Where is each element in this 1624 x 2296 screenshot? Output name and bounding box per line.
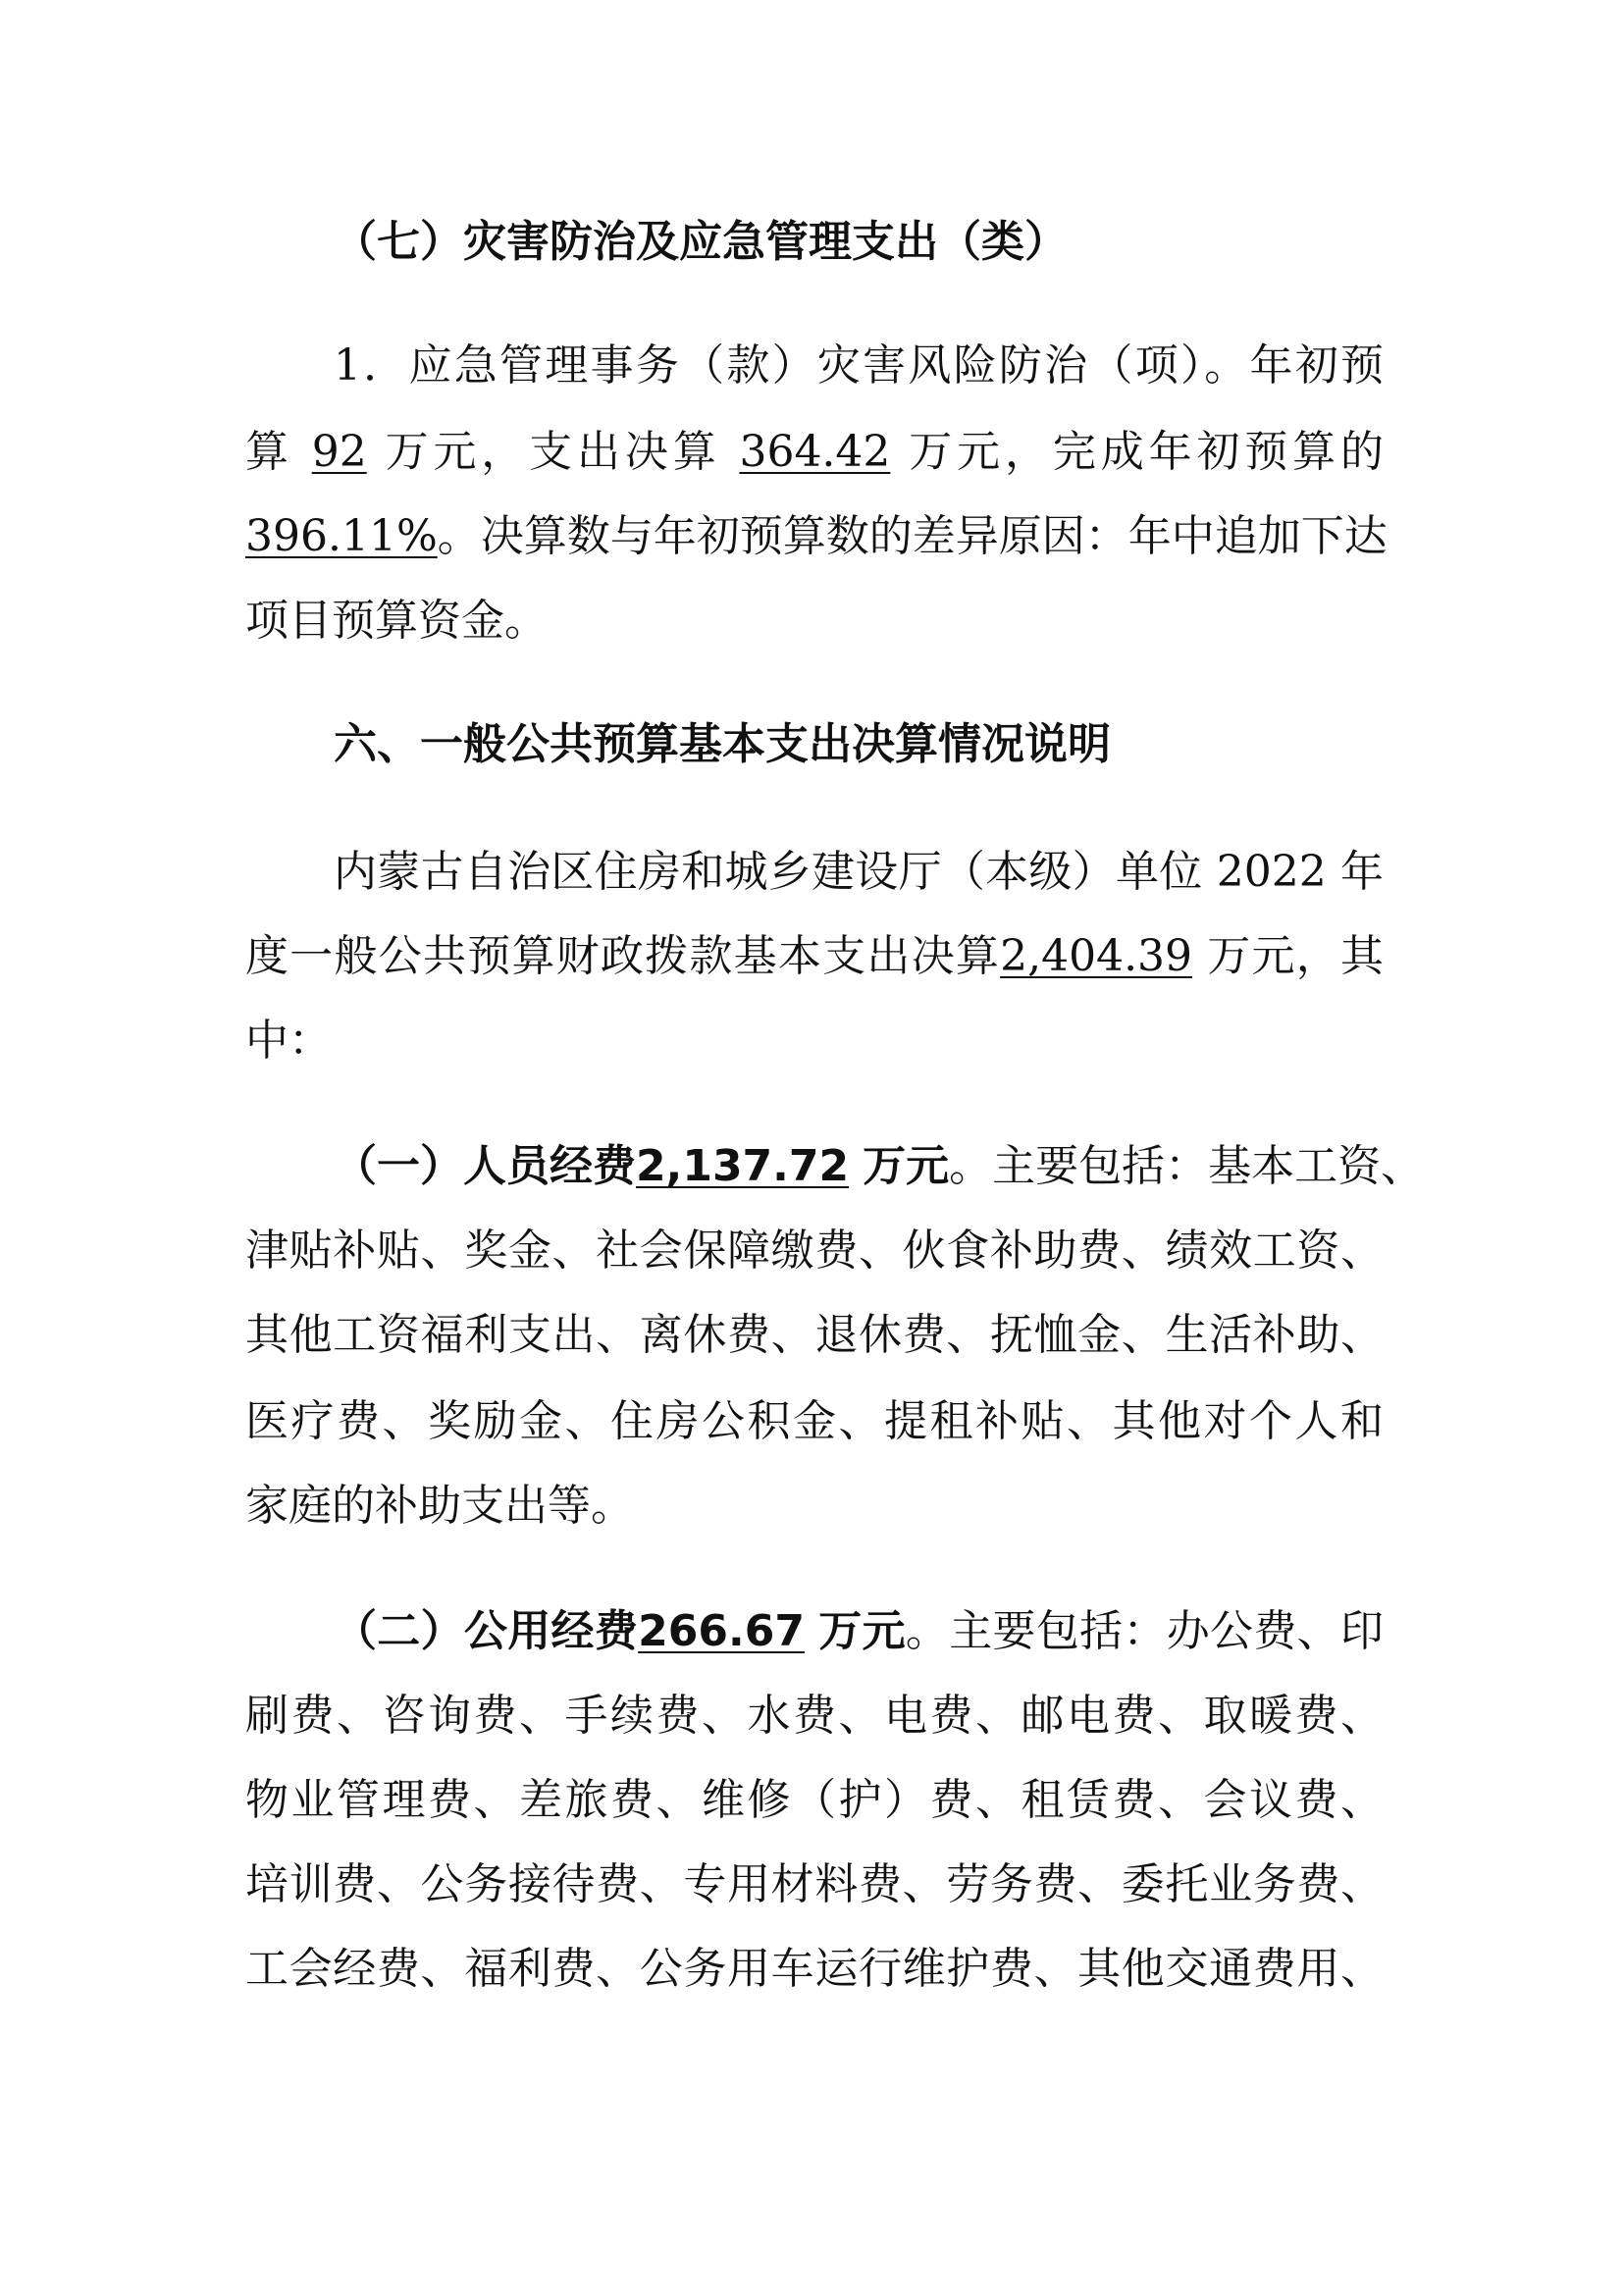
paragraph-line: 物业管理费、差旅费、维修（护）费、租赁费、会议费、: [245, 1775, 1384, 1825]
paragraph-line: 津贴补贴、奖金、社会保障缴费、伙食补助费、绩效工资、: [245, 1226, 1384, 1276]
public-amount: 266.67: [638, 1606, 805, 1656]
paragraph-line: 工会经费、福利费、公务用车运行维护费、其他交通费用、: [245, 1944, 1384, 1994]
paragraph-line: [245, 928, 1384, 985]
text-span: 。主要包括：办公费、印: [905, 1606, 1384, 1656]
text-span: 万元，完成年初预算的: [909, 427, 1385, 477]
section-heading-disaster: （七）灾害防治及应急管理支出（类）: [334, 217, 1068, 267]
personnel-label: （一）人员经费: [334, 1141, 636, 1191]
actual-amount: 364.42: [739, 427, 891, 477]
personnel-amount: 2,137.72: [636, 1141, 850, 1191]
paragraph-line: 家庭的补助支出等。: [245, 1481, 634, 1531]
paragraph-line: 1．应急管理事务（款）灾害风险防治（项）。年初预: [334, 340, 1384, 391]
paragraph-line: 刷费、咨询费、手续费、水费、电费、邮电费、取暖费、: [245, 1691, 1384, 1741]
paragraph-line: [245, 508, 1388, 565]
text-span: 。决算数与年初预算数的差异原因：年中追加下达: [437, 511, 1388, 561]
paragraph-line: [334, 1138, 1425, 1195]
paragraph-line: [245, 424, 1384, 481]
paragraph-line: [334, 1603, 1384, 1660]
text-span: 万元，支出决算: [385, 427, 721, 477]
public-unit: 万元: [818, 1606, 906, 1656]
paragraph-line: 其他工资福利支出、离休费、退休费、抚恤金、生活补助、: [245, 1310, 1384, 1360]
budget-amount: 92: [311, 427, 367, 477]
basic-expenditure-amount: 2,404.39: [1000, 931, 1193, 981]
paragraph-line: 医疗费、奖励金、住房公积金、提租补贴、其他对个人和: [245, 1396, 1384, 1446]
paragraph-line: 内蒙古自治区住房和城乡建设厅（本级）单位 2022 年: [334, 847, 1384, 897]
text-span: 算: [245, 427, 293, 477]
text-span: 万元，其: [1207, 931, 1385, 981]
paragraph-line: 项目预算资金。: [245, 596, 548, 646]
personnel-unit: 万元: [863, 1141, 950, 1191]
paragraph-line: 培训费、公务接待费、专用材料费、劳务费、委托业务费、: [245, 1859, 1384, 1909]
text-span: 。主要包括：基本工资、: [949, 1141, 1425, 1191]
text-span: 度一般公共预算财政拨款基本支出决算: [245, 931, 1001, 981]
section-heading-basic-expenditure: 六、一般公共预算基本支出决算情况说明: [334, 719, 1111, 769]
paragraph-line: 中：: [245, 1016, 332, 1066]
completion-percent: 396.11%: [245, 511, 438, 561]
public-label: （二）公用经费: [334, 1606, 639, 1656]
